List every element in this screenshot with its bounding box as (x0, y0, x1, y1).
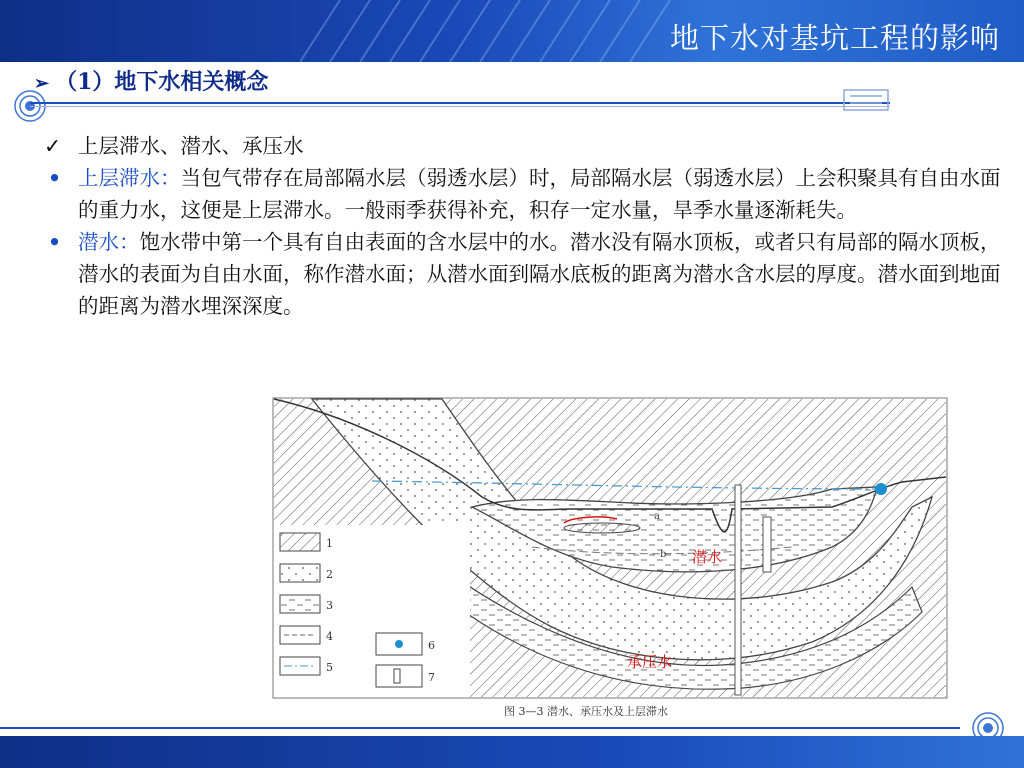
legend-swatch-3 (280, 595, 320, 613)
legend-swatch-6-spring (395, 640, 403, 648)
legend-label-2: 2 (326, 568, 333, 581)
label-confined-water: 承压水 (627, 653, 673, 671)
heading-divider-thin (30, 106, 890, 107)
check-icon: ✓ (44, 134, 62, 158)
section-heading (34, 65, 268, 96)
label-phreatic-water: 潜水 (692, 548, 723, 566)
legend-label-1: 1 (326, 537, 333, 550)
content-body (44, 130, 1004, 322)
label-b: b (660, 549, 667, 560)
term-phreatic-water: 潜水： (78, 230, 140, 254)
figure-caption: 图 3—3 潜水、承压水及上层滞水 (504, 705, 668, 718)
section-heading-text: （1）地下水相关概念 (55, 69, 269, 95)
arrow-bullet-icon: ➢ (34, 73, 50, 94)
legend-label-6: 6 (428, 639, 435, 652)
legend-swatch-7-well (394, 669, 400, 683)
definition-phreatic-water: 饱水带中第一个具有自由表面的含水层中的水。潜水没有隔水顶板，或者只有局部的隔水顶板，潜水的表面为自由水面，称作潜水面；从潜水面到隔水底板的距离为潜水含水层的厚度。潜水面到地面的距离为潜水埋深深度。 (78, 230, 1001, 318)
legend-swatch-2 (280, 564, 320, 582)
header-decoration (300, 0, 720, 62)
bullet-icon: • (48, 230, 62, 254)
term-perched-water: 上层滞水： (78, 166, 181, 190)
legend-label-5: 5 (326, 661, 333, 674)
definition-perched-water: 当包气带存在局部隔水层（弱透水层）时，局部隔水层（弱透水层）上会积聚具有自由水面的重力水，这便是上层滞水。一般雨季获得补充，积存一定水量，旱季水量逐渐耗失。 (78, 166, 1001, 222)
footer-bar (0, 736, 1024, 768)
slide-title: 地下水对基坑工程的影响 (669, 21, 1000, 55)
check-line (44, 130, 1004, 162)
check-line-text: 上层滞水、潜水、承压水 (78, 134, 304, 158)
footer-divider (0, 727, 960, 729)
groundwater-diagram (272, 397, 948, 727)
decorative-box-icon (840, 88, 890, 112)
bullet-item-perched-water (44, 162, 1004, 226)
legend-label-3: 3 (326, 599, 333, 612)
heading-divider (30, 102, 890, 104)
well-left (735, 485, 741, 695)
legend-label-4: 4 (326, 630, 333, 643)
title-bar (0, 0, 1024, 62)
legend-swatch-1 (280, 533, 320, 551)
legend-label-7: 7 (428, 671, 435, 684)
perched-water-lens (564, 523, 640, 533)
bullet-icon: • (48, 166, 62, 190)
bullet-item-phreatic-water (44, 226, 1004, 322)
well-right (763, 517, 771, 572)
label-a: a (654, 511, 660, 522)
spring-icon (875, 483, 887, 495)
